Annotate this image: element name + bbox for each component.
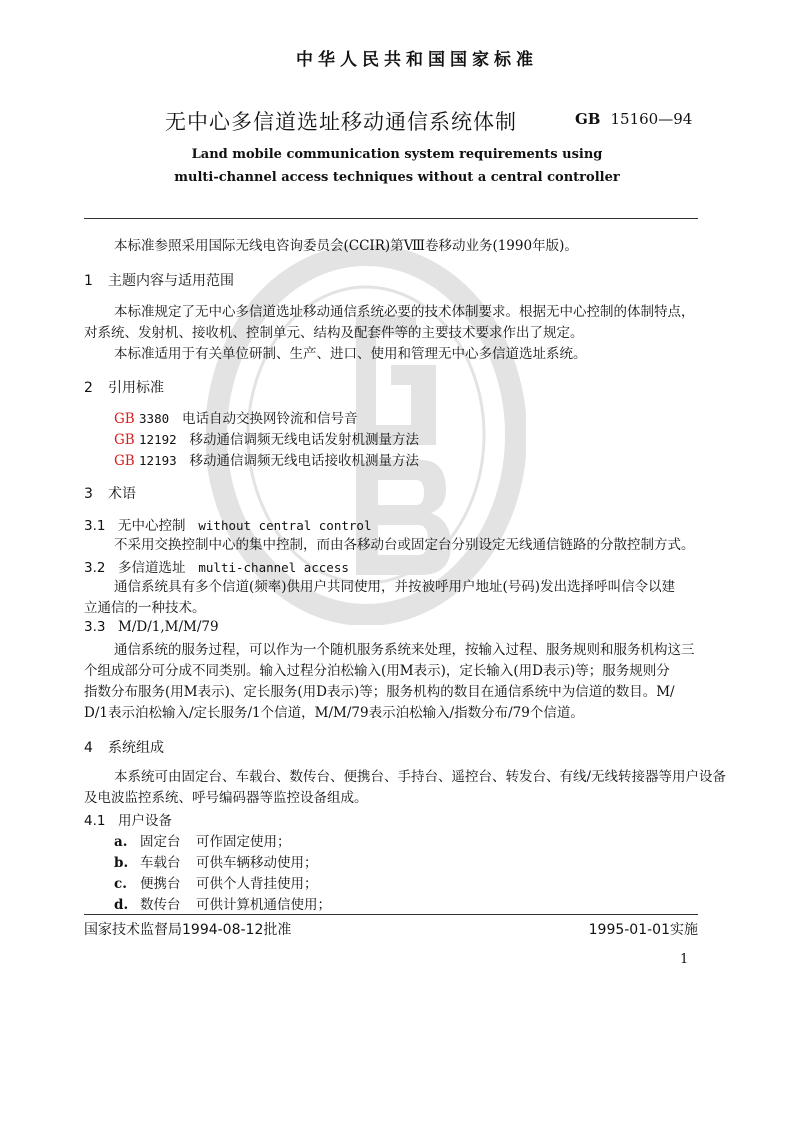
list-name: 便携台: [140, 876, 181, 892]
national-standard-heading: 中华人民共和国国家标准: [296, 50, 538, 70]
subsection-number: 4.1: [84, 813, 106, 829]
term-number: 3.2: [84, 560, 106, 576]
term-3-1: [84, 514, 371, 534]
english-title-line-2: multi-channel access techniques without a central controller: [174, 170, 620, 185]
reference-title: 移动通信调频无线电话接收机测量方法: [189, 453, 420, 469]
section-1-paragraph-2: 本标准适用于有关单位研制、生产、进口、使用和管理无中心多信道选址系统。: [114, 346, 587, 362]
section-number: 2: [84, 380, 93, 396]
section-4-paragraph-line-2: 及电波监控系统、呼号编码器等监控设备组成。: [84, 790, 368, 806]
list-letter: a.: [114, 834, 128, 850]
reference-title: 电话自动交换网铃流和信号音: [182, 411, 358, 427]
section-number: 3: [84, 486, 93, 502]
list-item: [114, 830, 291, 850]
list-desc: 可作固定使用；: [196, 834, 291, 850]
reference-title: 移动通信调频无线电话发射机测量方法: [189, 432, 420, 448]
effective-date: 1995-01-01实施: [588, 922, 698, 938]
term-english: multi-channel access: [198, 560, 349, 575]
term-3-2-definition-line-1: 通信系统具有多个信道(频率)供用户共同使用，并按被呼用户地址(号码)发出选择呼叫信令以建: [114, 579, 676, 595]
reference-number: 12192: [139, 432, 177, 447]
section-4-heading: [84, 737, 164, 757]
list-name: 固定台: [140, 834, 181, 850]
term-3-3-definition-line-2: 个组成部分可分成不同类别。输入过程分泊松输入(用M表示)，定长输入(用D表示)等；服务规则分: [84, 663, 670, 679]
section-1-heading: [84, 270, 234, 290]
section-number: 1: [84, 273, 93, 289]
list-letter: d.: [114, 897, 129, 913]
term-3-2-definition-line-2: 立通信的一种技术。: [84, 600, 206, 616]
reference-item[interactable]: [114, 408, 358, 430]
term-3-3: [84, 619, 219, 635]
list-item: [114, 872, 318, 892]
section-number: 4: [84, 740, 93, 756]
list-item: [114, 851, 318, 871]
section-title: 主题内容与适用范围: [108, 273, 234, 289]
section-4-paragraph-line-1: 本系统可由固定台、车载台、数传台、便携台、手持台、遥控台、转发台、有线/无线转接器等用户设备: [114, 769, 727, 785]
term-3-2: [84, 556, 349, 576]
document-title: 无中心多信道选址移动通信系统体制: [165, 110, 517, 134]
term-3-3-definition-line-1: 通信系统的服务过程，可以作为一个随机服务系统来处理，按输入过程、服务规则和服务机构这三: [114, 642, 695, 658]
page-number: 1: [680, 952, 689, 967]
list-desc: 可供车辆移动使用；: [196, 855, 318, 871]
list-desc: 可供计算机通信使用；: [196, 897, 331, 913]
standard-code: [575, 110, 692, 128]
term-3-3-definition-line-3: 指数分布服务(用M表示)、定长服务(用D表示)等；服务机构的数目在通信系统中为信道的数目。M/: [84, 684, 675, 700]
reference-number: 12193: [139, 453, 177, 468]
list-desc: 可供个人背挂使用；: [196, 876, 318, 892]
footer-divider: [84, 914, 698, 915]
list-name: 车载台: [140, 855, 181, 871]
section-1-paragraph-1-line-2: 对系统、发射机、接收机、控制单元、结构及配套件等的主要技术要求作出了规定。: [84, 325, 584, 341]
reference-number: 3380: [139, 411, 170, 426]
term-3-3-definition-line-4: D/1表示泊松输入/定长服务/1个信道，M/M/79表示泊松输入/指数分布/79个信道。: [84, 705, 584, 721]
term-chinese: 无中心控制: [118, 518, 186, 534]
term-chinese: 多信道选址: [118, 560, 186, 576]
section-3-heading: [84, 483, 136, 503]
list-letter: b.: [114, 855, 129, 871]
subsection-title: 用户设备: [118, 813, 172, 829]
term-3-1-definition: 不采用交换控制中心的集中控制，而由各移动台或固定台分别设定无线通信链路的分散控制方式。: [114, 537, 695, 553]
standard-code-number: 15160—94: [610, 110, 693, 128]
term-english: without central control: [198, 518, 372, 533]
intro-paragraph: 本标准参照采用国际无线电咨询委员会(CCIR)第Ⅷ卷移动业务(1990年版)。: [114, 238, 578, 254]
reference-code[interactable]: GB: [114, 453, 135, 469]
list-name: 数传台: [140, 897, 181, 913]
list-letter: c.: [114, 876, 127, 892]
reference-item[interactable]: [114, 429, 419, 451]
section-2-heading: [84, 377, 164, 397]
reference-item[interactable]: [114, 450, 419, 472]
section-title: 系统组成: [108, 740, 164, 756]
header-divider: [84, 218, 698, 219]
standard-code-prefix: GB: [575, 110, 601, 128]
section-title: 引用标准: [108, 380, 164, 396]
term-number: 3.3: [84, 619, 106, 635]
subsection-4-1-heading: [84, 809, 172, 829]
term-number: 3.1: [84, 518, 106, 534]
list-item: [114, 893, 331, 913]
section-1-paragraph-1-line-1: 本标准规定了无中心多信道选址移动通信系统必要的技术体制要求。根据无中心控制的体制特点，: [114, 304, 695, 320]
reference-code[interactable]: GB: [114, 432, 135, 448]
reference-code[interactable]: GB: [114, 411, 135, 427]
term-chinese: M/D/1,M/M/79: [118, 619, 219, 635]
section-title: 术语: [108, 486, 136, 502]
english-title-line-1: Land mobile communication system requirements using: [191, 147, 603, 162]
approval-date: 国家技术监督局1994-08-12批准: [84, 922, 292, 938]
